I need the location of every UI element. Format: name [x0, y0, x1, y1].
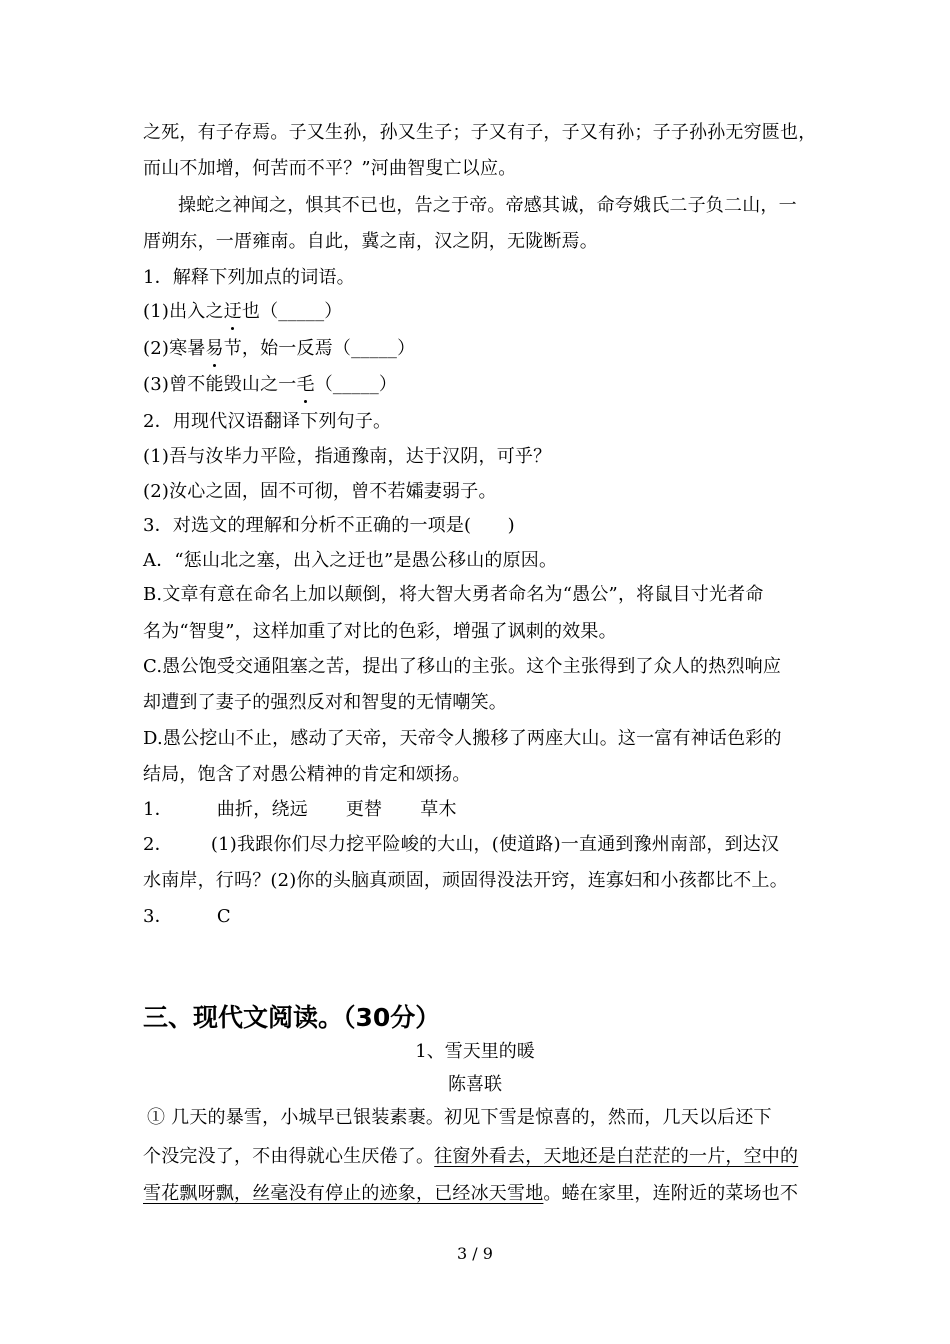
- passage-line: 厝朔东，一厝雍南。自此，冀之南，汉之阴，无陇断焉。: [143, 231, 598, 252]
- answer-text: 草木: [420, 799, 457, 820]
- question-1-item-2: [143, 337, 415, 361]
- question-1-item-3: [143, 373, 397, 397]
- passage-line: 操蛇之神闻之，惧其不已也，告之于帝。帝感其诚，命夸娥氏二子负二山，一: [178, 195, 797, 216]
- answer-number: 1．: [143, 799, 173, 820]
- option-b: B.文章有意在命名上加以颠倒，将大智大勇者命名为“愚公”，将鼠目寸光者命: [143, 584, 764, 605]
- answer-2-continued: 水南岸，行吗？(2)你的头脑真顽固，顽固得没法开窍，连寡妇和小孩都比不上。: [143, 870, 788, 891]
- plain-text: 。蜷在家里，连附近的菜场也不: [543, 1183, 799, 1204]
- answer-text: C: [216, 906, 231, 927]
- passage-line: 之死，有子存焉。子又生孙，孙又生子；子又有子，子又有孙；子子孙孙无穷匮也，: [143, 122, 817, 143]
- option-d: 结局，饱含了对愚公精神的肯定和颂扬。: [143, 764, 471, 785]
- answer-number: 2．: [143, 834, 173, 855]
- answer-number: 3．: [143, 906, 173, 927]
- answer-text: 曲折，绕远: [216, 799, 308, 820]
- item-text: 也（_____）: [241, 301, 343, 322]
- option-c: C.愚公饱受交通阻塞之苦，提出了移山的主张。这个主张得到了众人的热烈响应: [143, 656, 782, 677]
- question-2-item-1: (1)吾与汝毕力平险，指通豫南，达于汉阴，可乎？: [143, 446, 552, 467]
- plain-text: 个没完没了，不由得就心生厌倦了。: [143, 1146, 435, 1167]
- option-b: 名为“智叟”，这样加重了对比的色彩，增强了讽刺的效果。: [143, 621, 617, 642]
- question-2-item-2: (2)汝心之固，固不可彻，曾不若孀妻弱子。: [143, 481, 497, 502]
- answer-text: 更替: [345, 799, 383, 820]
- article-paragraph: ① 几天的暴雪，小城早已银装素裹。初见下雪是惊喜的，然而，几天以后还下: [147, 1107, 772, 1128]
- question-1-item-1: [143, 300, 343, 324]
- dotted-word: 迂: [223, 301, 242, 322]
- question-3-title: 3．对选文的理解和分析不正确的一项是( ): [143, 515, 515, 536]
- article-paragraph: [143, 1182, 798, 1206]
- question-1-title: 1．解释下列加点的词语。: [143, 267, 355, 288]
- answer-1: [143, 798, 457, 822]
- underlined-text: 雪花飘呀飘，丝毫没有停止的迹象，已经冰天雪地: [143, 1183, 544, 1204]
- item-text: (1)出入之: [143, 301, 224, 322]
- option-a: A．“惩山北之塞，出入之迂也”是愚公移山的原因。: [143, 550, 558, 571]
- option-c: 却遭到了妻子的强烈反对和智叟的无情嘲笑。: [143, 692, 507, 713]
- underlined-text: 往窗外看去，天地还是白茫茫的一片，空中的: [434, 1146, 799, 1167]
- answer-3: [143, 905, 231, 929]
- dotted-word: 易: [205, 338, 224, 359]
- section-heading: 三、现代文阅读。（30分）: [143, 1003, 441, 1032]
- page-number: 3 / 9: [457, 1244, 493, 1263]
- article-paragraph: [143, 1145, 798, 1169]
- option-d: D.愚公挖山不止，感动了天帝，天帝令人搬移了两座大山。这一富有神话色彩的: [143, 728, 782, 749]
- answer-2: [143, 833, 779, 857]
- item-text: （_____）: [314, 374, 398, 395]
- item-text: (2)寒暑: [143, 338, 206, 359]
- question-2-title: 2．用现代汉语翻译下列句子。: [143, 411, 392, 432]
- dotted-word: 毛: [296, 374, 315, 395]
- article-author: 陈喜联: [448, 1074, 502, 1095]
- item-text: (3)曾不能毁山之一: [143, 374, 297, 395]
- article-title: 1、雪天里的暖: [415, 1041, 535, 1062]
- passage-line: 而山不加增，何苦而不平？”河曲智叟亡以应。: [143, 158, 517, 179]
- item-text: 节，始一反焉（_____）: [223, 338, 416, 359]
- answer-text: (1)我跟你们尽力挖平险峻的大山，(使道路)一直通到豫州南部，到达汉: [210, 834, 780, 855]
